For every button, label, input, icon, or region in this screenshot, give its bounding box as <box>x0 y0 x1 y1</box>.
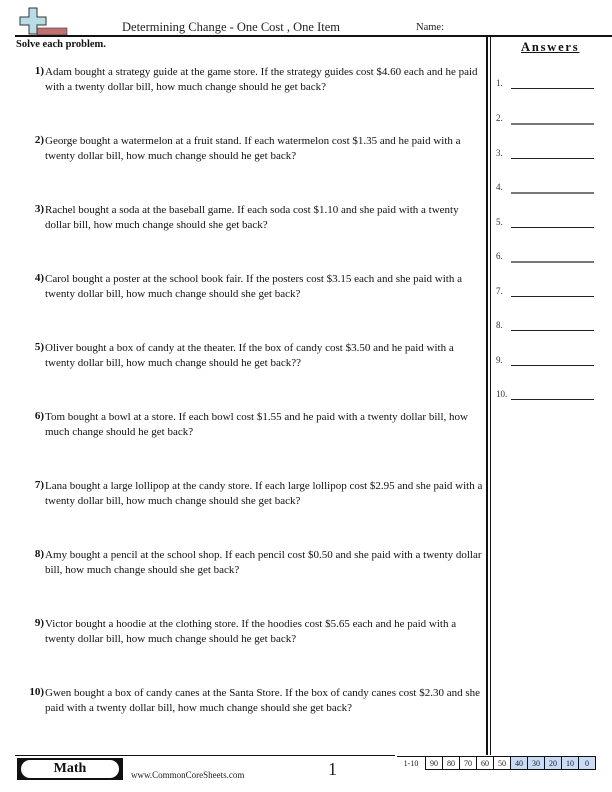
score-cell: 90 <box>426 757 443 770</box>
answer-number: 6. <box>496 251 503 261</box>
problem-number: 3) <box>34 203 44 215</box>
problem-text: Oliver bought a box of candy at the theater. If the box of candy cost $3.50 and he paid with a twenty dollar bill, how much change should he get back?? <box>45 342 454 369</box>
answer-number: 1. <box>496 78 503 88</box>
answer-row <box>496 355 596 369</box>
subject-badge <box>17 758 123 780</box>
answer-row <box>496 113 596 127</box>
answer-row <box>496 251 596 265</box>
answer-blank-8[interactable] <box>511 330 594 331</box>
problem-text: Rachel bought a soda at the baseball game. If each soda cost $1.10 and she paid with a twenty dollar bill, how much change should she get back? <box>45 204 459 231</box>
answer-blank-3[interactable] <box>511 158 594 159</box>
answer-blank-9[interactable] <box>511 365 594 366</box>
answer-number: 3. <box>496 148 503 158</box>
problem-number: 4) <box>34 272 44 284</box>
score-cell: 10 <box>562 757 579 770</box>
problem-text: Victor bought a hoodie at the clothing store. If the hoodies cost $5.65 each and he paid with a twenty dollar bill, how much change should he get back? <box>45 618 457 645</box>
answer-row <box>496 148 596 162</box>
score-cell: 40 <box>511 757 528 770</box>
answer-blank-10[interactable] <box>511 399 594 400</box>
answer-row <box>496 286 596 300</box>
answer-number: 10. <box>496 389 508 399</box>
answer-blank-6[interactable] <box>511 261 594 263</box>
answer-row <box>496 320 596 334</box>
score-cell: 70 <box>460 757 477 770</box>
instructions: Solve each problem. <box>16 39 106 50</box>
name-label: Name: <box>416 22 444 33</box>
answer-blank-5[interactable] <box>511 227 594 228</box>
plus-logo-icon <box>17 6 69 36</box>
score-cell: 20 <box>545 757 562 770</box>
answer-blank-4[interactable] <box>511 192 594 194</box>
answer-number: 2. <box>496 113 503 123</box>
answer-blank-2[interactable] <box>511 123 594 125</box>
problem-text: Amy bought a pencil at the school shop. If each pencil cost $0.50 and she paid with a twenty dollar bill, how much change should she get back? <box>45 549 482 576</box>
answer-blank-7[interactable] <box>511 296 594 297</box>
column-divider <box>486 37 488 755</box>
score-cell: 60 <box>477 757 494 770</box>
worksheet-title: Determining Change - One Cost , One Item <box>122 20 341 34</box>
problem-text: Gwen bought a box of candy canes at the Santa Store. If the box of candy canes cost $2.30 and she paid with a twenty dollar bill, how much change should she get back? <box>45 687 480 714</box>
answer-row <box>496 389 596 403</box>
answer-row <box>496 182 596 196</box>
problem-text: Adam bought a strategy guide at the game store. If the strategy guides cost $4.60 each and he paid with a twenty dollar bill, how much change should he get back? <box>45 66 478 93</box>
problem-number: 7) <box>34 479 44 491</box>
answer-blank-1[interactable] <box>511 88 594 89</box>
score-range-label: 1-10 <box>397 757 426 770</box>
problem-number: 6) <box>34 410 44 422</box>
problem-text: Carol bought a poster at the school book fair. If the posters cost $3.15 each and she paid with a twenty dollar bill, how much change should she get back? <box>45 273 462 300</box>
problem-text: George bought a watermelon at a fruit stand. If each watermelon cost $1.35 and he paid with a twenty dollar bill, how much change should he get back? <box>45 135 461 162</box>
problem-number: 1) <box>34 65 44 77</box>
answer-number: 7. <box>496 286 503 296</box>
problem-text: Lana bought a large lollipop at the candy store. If each large lollipop cost $2.95 and she paid with a twenty dollar bill, how much change should she get back? <box>45 480 483 507</box>
score-cell: 30 <box>528 757 545 770</box>
answer-number: 8. <box>496 320 503 330</box>
answer-row <box>496 217 596 231</box>
footer-rule <box>15 755 395 756</box>
answer-number: 5. <box>496 217 503 227</box>
score-cell: 50 <box>494 757 511 770</box>
answer-number: 9. <box>496 355 503 365</box>
problem-number: 2) <box>34 134 44 146</box>
answer-number: 4. <box>496 182 503 192</box>
problem-number: 8) <box>34 548 44 560</box>
problem-number: 5) <box>34 341 44 353</box>
answers-heading: Answers <box>521 40 580 54</box>
page-number: 1 <box>328 759 337 779</box>
subject-label: Math <box>21 760 119 778</box>
score-table <box>397 756 596 770</box>
score-cell: 0 <box>579 757 596 770</box>
problem-number: 9) <box>34 617 44 629</box>
score-cell: 80 <box>443 757 460 770</box>
column-divider-inner <box>490 37 491 755</box>
site-url: www.CommonCoreSheets.com <box>131 770 245 780</box>
problem-text: Tom bought a bowl at a store. If each bowl cost $1.55 and he paid with a twenty dollar bill, how much change should he get back? <box>45 411 468 438</box>
answer-row <box>496 78 596 92</box>
problem-number: 10) <box>29 686 44 698</box>
header-rule <box>15 35 612 37</box>
